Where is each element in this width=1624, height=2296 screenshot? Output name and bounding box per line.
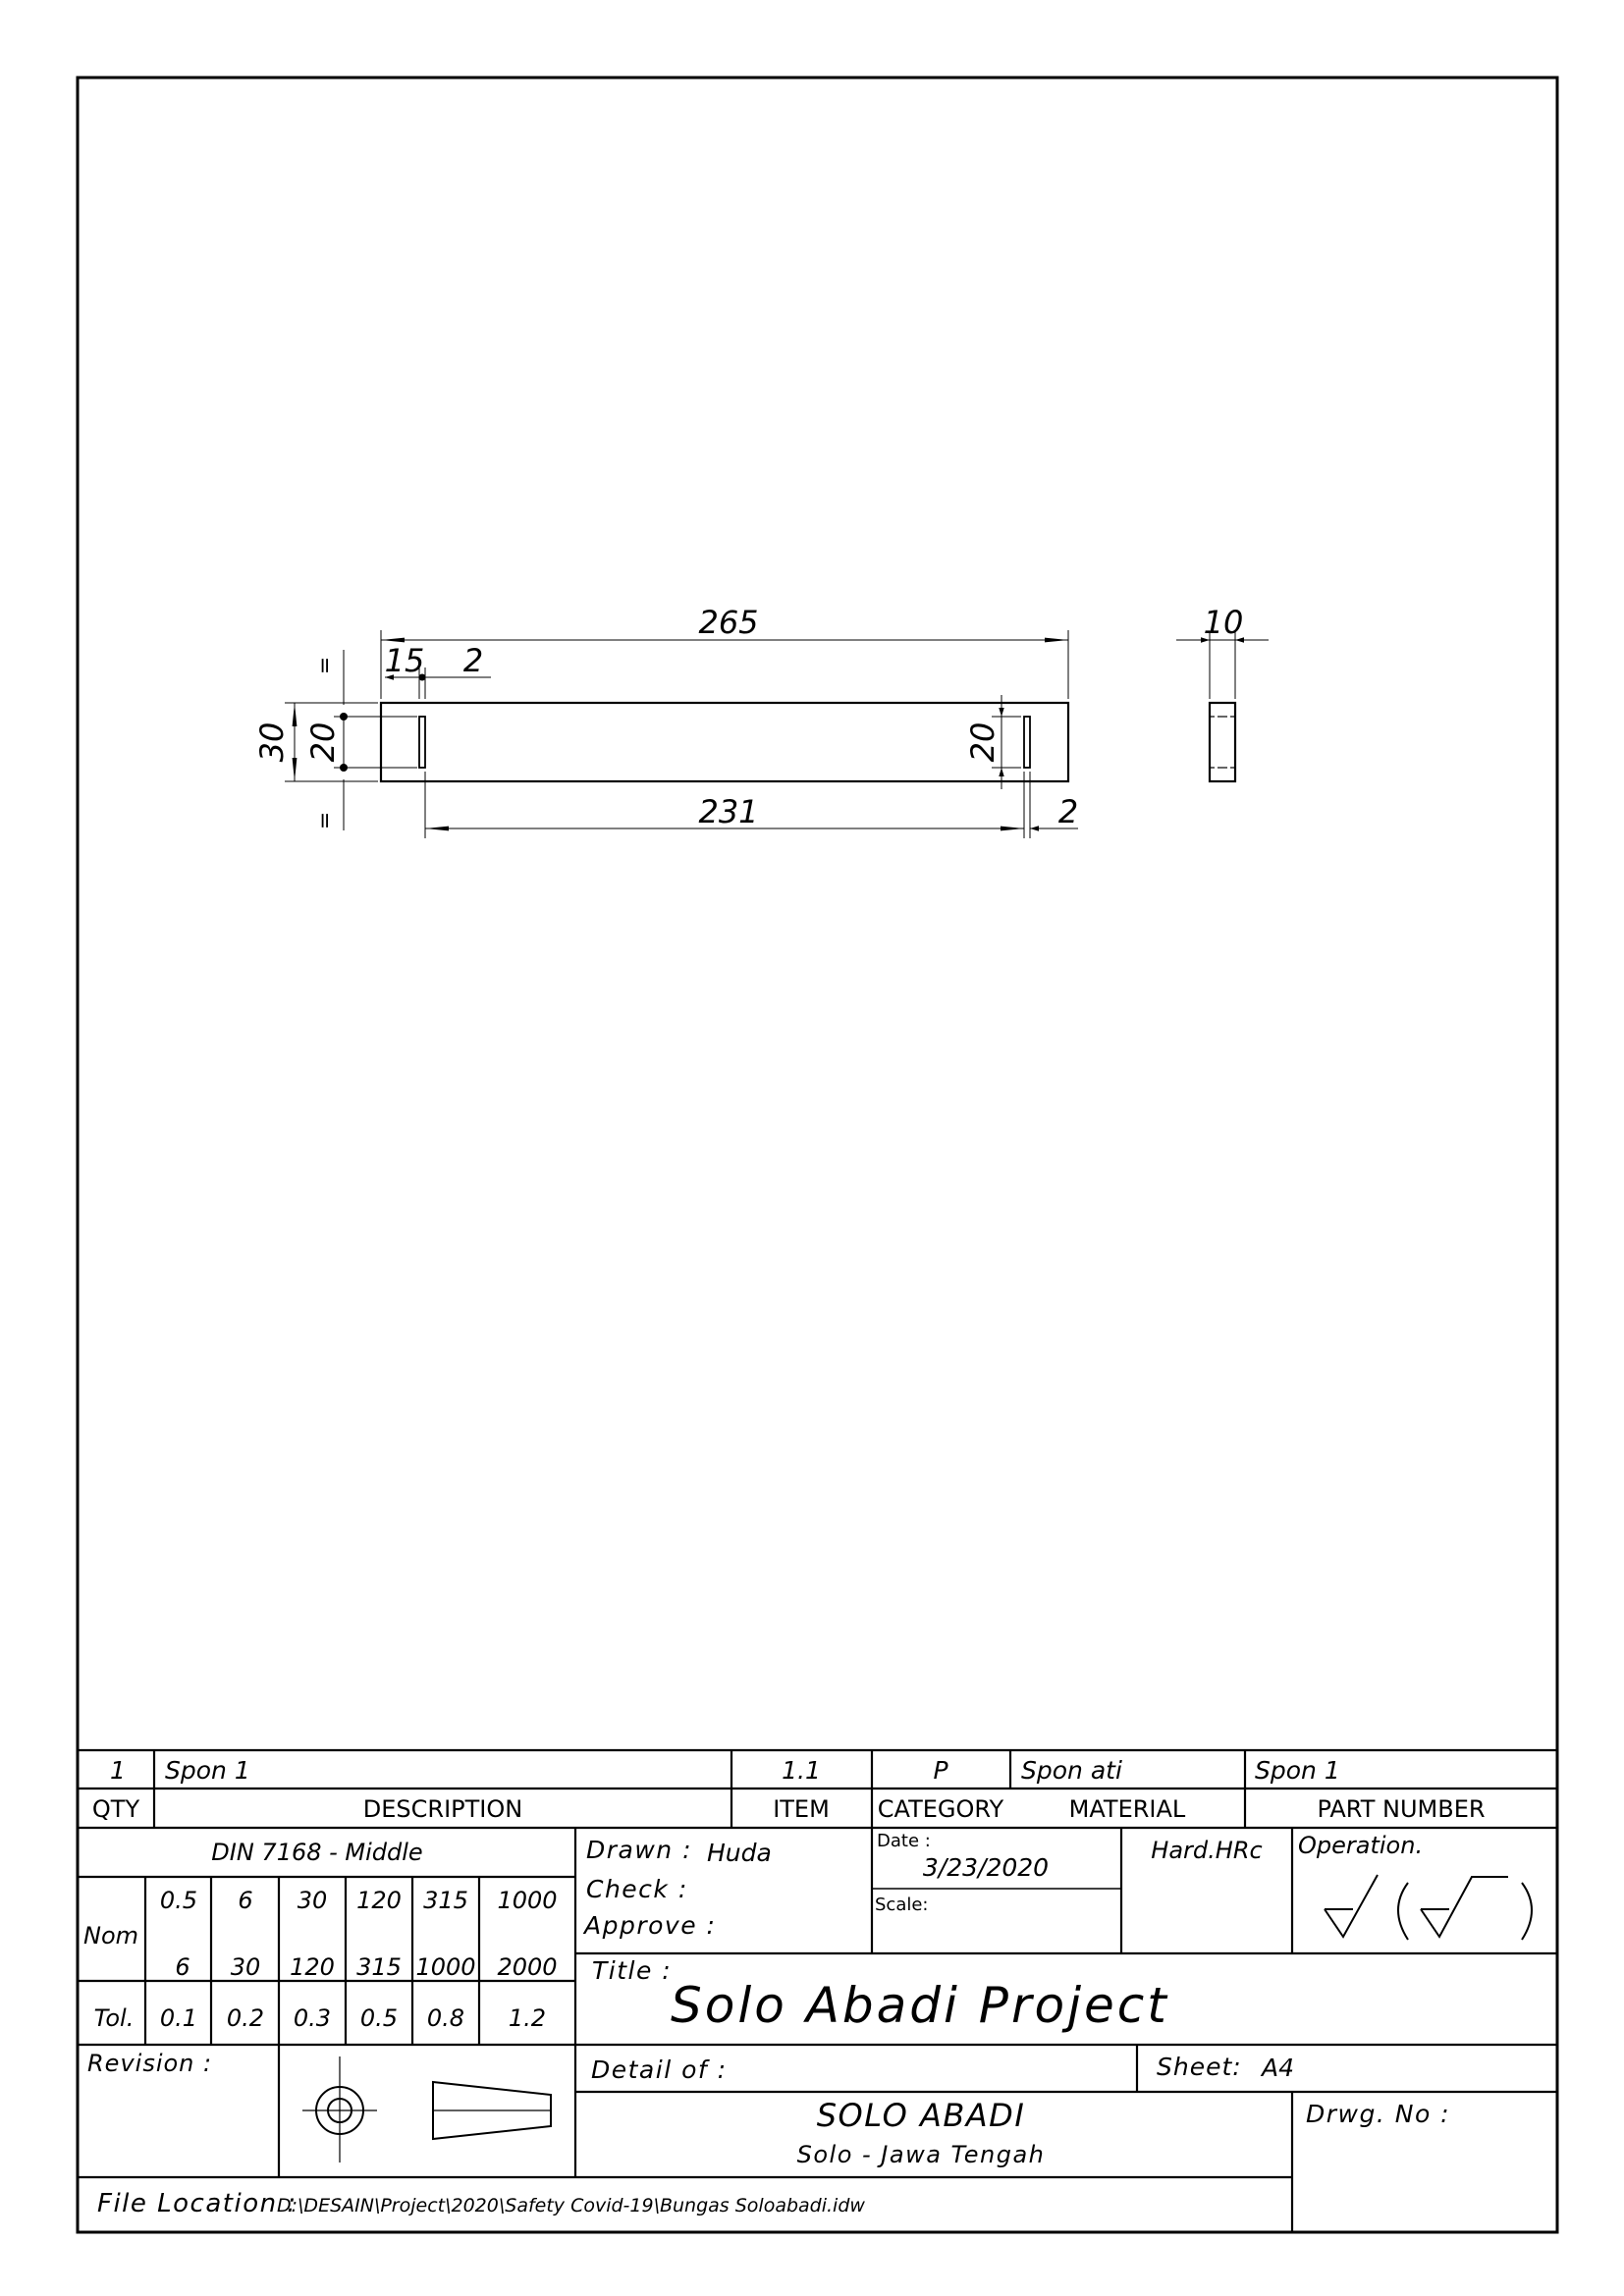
nom-from-6: 1000 — [497, 1887, 558, 1914]
drawing-number-label: Drwg. No : — [1306, 2100, 1451, 2128]
bom-header — [92, 1795, 1486, 1823]
symmetry-mark-top: = — [313, 656, 338, 675]
file-location-label: File Location : — [97, 2189, 298, 2218]
drawn-label: Drawn : — [586, 1836, 693, 1864]
nom-from-3: 30 — [297, 1887, 328, 1914]
nom-from-4: 120 — [356, 1887, 402, 1914]
detail-label: Detail of : — [591, 2056, 728, 2084]
projection-symbol-icon — [302, 2056, 551, 2163]
dim-slot-spacing: 231 — [698, 793, 759, 830]
bom-part-number: Spon 1 — [1255, 1756, 1340, 1785]
nom-to-3: 120 — [290, 1953, 335, 1981]
nom-from-5: 315 — [423, 1887, 468, 1914]
left-slot — [419, 717, 425, 768]
right-slot — [1024, 717, 1030, 768]
dim-slot-width-right: 2 — [1057, 793, 1079, 830]
sheet-label: Sheet: — [1157, 2053, 1242, 2081]
nom-from-2: 6 — [238, 1887, 253, 1914]
dim-total-height: 30 — [253, 721, 291, 763]
date-label: Date : — [877, 1831, 931, 1851]
check-label: Check : — [586, 1875, 688, 1903]
scale-label: Scale: — [875, 1895, 929, 1915]
tol-label: Tol. — [93, 2004, 135, 2032]
header-qty: QTY — [91, 1795, 140, 1823]
nom-to-2: 30 — [230, 1953, 261, 1981]
header-material: MATERIAL — [1068, 1795, 1186, 1823]
bom-row — [110, 1756, 1340, 1785]
tol-5: 0.8 — [426, 2004, 465, 2032]
date-value: 3/23/2020 — [922, 1853, 1050, 1882]
header-description: DESCRIPTION — [362, 1795, 523, 1823]
header-part-number: PART NUMBER — [1317, 1795, 1486, 1823]
dim-overall-length: 265 — [698, 604, 759, 641]
tol-2: 0.2 — [226, 2004, 265, 2032]
company-location: Solo - Jawa Tengah — [796, 2141, 1046, 2168]
dim-slot-offset: 15 — [384, 642, 425, 679]
tol-4: 0.5 — [359, 2004, 399, 2032]
tolerance-table — [83, 1839, 558, 2032]
nom-to-1: 6 — [175, 1953, 190, 1981]
drawn-by: Huda — [707, 1839, 772, 1867]
title-label: Title : — [592, 1956, 673, 1985]
nom-to-5: 1000 — [415, 1953, 476, 1981]
side-view — [1210, 703, 1235, 781]
side-outline — [1210, 703, 1235, 781]
operation-label: Operation. — [1298, 1832, 1424, 1859]
hardness-label: Hard.HRc — [1151, 1837, 1263, 1864]
tol-1: 0.1 — [159, 2004, 198, 2032]
bom-category: P — [933, 1756, 948, 1785]
surface-finish-icon — [1325, 1875, 1532, 1940]
approve-label: Approve : — [584, 1911, 717, 1940]
bom-description: Spon 1 — [165, 1756, 250, 1785]
tol-6: 1.2 — [508, 2004, 547, 2032]
tolerance-standard: DIN 7168 - Middle — [211, 1839, 423, 1866]
nom-to-4: 315 — [356, 1953, 402, 1981]
bom-qty: 1 — [110, 1756, 126, 1785]
project-title: Solo Abadi Project — [671, 1977, 1169, 2034]
tol-3: 0.3 — [293, 2004, 332, 2032]
dim-slot-height-right: 20 — [964, 721, 1001, 763]
dim-thickness: 10 — [1203, 604, 1244, 641]
sheet-size: A4 — [1262, 2054, 1295, 2082]
nom-label: Nom — [82, 1922, 139, 1949]
header-item: ITEM — [773, 1795, 830, 1823]
dim-slot-height-left: 20 — [304, 721, 342, 763]
bom-item: 1.1 — [782, 1756, 821, 1785]
nom-from-1: 0.5 — [159, 1887, 198, 1914]
revision-label: Revision : — [87, 2050, 213, 2077]
bom-material: Spon ati — [1021, 1756, 1122, 1785]
file-path: D:\DESAIN\Project\2020\Safety Covid-19\Bungas Soloabadi.idw — [277, 2195, 865, 2216]
dim-slot-width-left: 2 — [462, 642, 484, 679]
header-category: CATEGORY — [877, 1795, 1004, 1823]
nom-to-6: 2000 — [497, 1953, 558, 1981]
symmetry-mark-bottom: = — [313, 811, 338, 830]
dimensions — [253, 604, 1269, 838]
company-name: SOLO ABADI — [816, 2097, 1026, 2134]
